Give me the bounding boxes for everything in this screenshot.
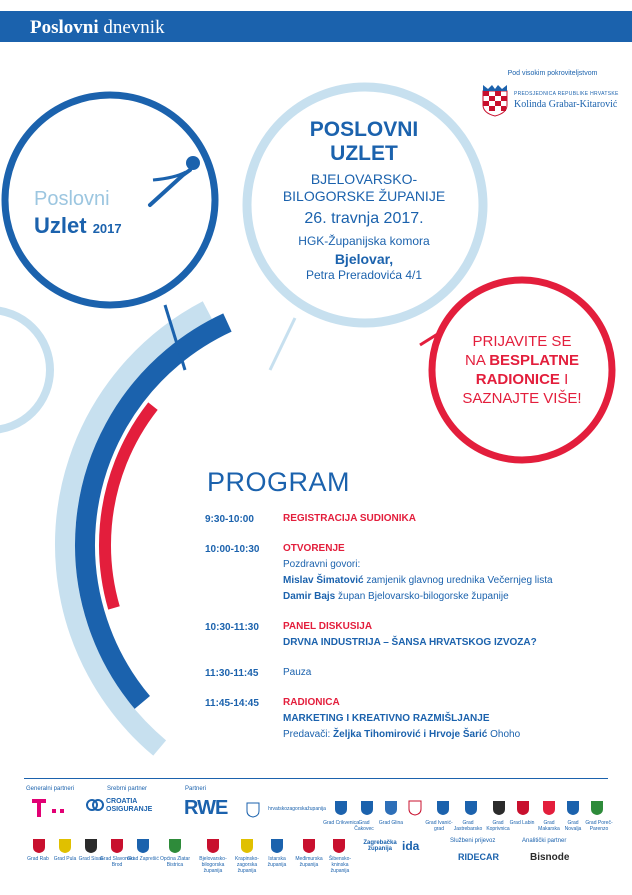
county-crest-icon [206, 838, 220, 854]
slot-head: PANEL DISKUSIJA [283, 621, 373, 632]
telekom-logo[interactable] [30, 797, 80, 819]
county-crest-icon [302, 838, 316, 854]
event-venue: HGK-Županijska komora [298, 234, 430, 248]
city-crest-icon [168, 838, 182, 854]
bisnode-logo[interactable]: Bisnode [530, 852, 570, 863]
county-label: Međimurska županija [295, 856, 323, 868]
agenda-slot [205, 667, 605, 683]
city-label: Grad Poreč-Parenzo [585, 820, 613, 832]
slot-time: 11:30-11:45 [205, 668, 259, 679]
break-label: Pauza [283, 667, 312, 678]
logo-line2: Uzlet 2017 [34, 213, 122, 238]
agenda-slot [205, 513, 605, 529]
agenda-slot [205, 621, 605, 653]
city-crest-icon [334, 800, 348, 816]
partners-label: Partneri [185, 786, 207, 792]
slot-time: 11:45-14:45 [205, 698, 259, 709]
lecturers: Predavači: Željka Tihomirović i Hrvoje Šarić Ohoho [283, 729, 521, 740]
rwe-logo[interactable]: RWE [184, 797, 228, 819]
county-crest-icon [270, 838, 284, 854]
header-bar [0, 11, 632, 42]
city-crest-icon [590, 800, 604, 816]
event-subtitle1: BJELOVARSKO- [310, 171, 418, 187]
city-label: Grad Čakovec [354, 820, 374, 832]
silver-partner-label: Srebrni partner [107, 786, 148, 792]
city-crest-icon [384, 800, 398, 816]
county-crest-icon [246, 802, 260, 818]
county-label: Istarska županija [267, 856, 287, 868]
city-label: Grad Novalja [564, 820, 582, 832]
city-crest-icon [110, 838, 124, 854]
city-crest-icon [464, 800, 478, 816]
city-crest-icon [566, 800, 580, 816]
analytics-partner-label: Analitički partner [522, 838, 567, 844]
speaker-1: Mislav Šimatović zamjenik glavnog urednika Večernjeg lista [283, 575, 553, 586]
slot-time: 10:00-10:30 [205, 544, 260, 555]
city-label: Grad Labin [509, 820, 535, 826]
event-title2: UZLET [330, 142, 398, 165]
logo-line1: Poslovni [34, 188, 110, 210]
slot-time: 9:30-10:00 [205, 514, 254, 525]
event-city: Bjelovar, [334, 251, 394, 267]
general-partners-label: Generalni partneri [26, 786, 75, 792]
city-label: Općina Zlatar Bistrica [159, 856, 190, 868]
event-address: Petra Preradovića 4/1 [305, 268, 423, 282]
patron-office: PREDSJEDNICA REPUBLIKE HRVATSKE [514, 90, 619, 97]
ridecar-logo[interactable]: RIDECAR [458, 852, 500, 862]
city-label: Grad Slavonski Brod [100, 856, 134, 868]
city-crest-icon [408, 800, 422, 816]
croatia-osiguranje-logo[interactable]: CROATIA OSIGURANJE [106, 798, 153, 813]
county-logo[interactable]: hrvatskozagorskažupanija [268, 806, 326, 812]
city-label: Grad Jastrebarsko [453, 820, 483, 832]
greetings-label: Pozdravni govori: [283, 559, 361, 570]
event-subtitle2: BILOGORSKE ŽUPANIJE [282, 188, 446, 204]
patron-caption: Pod visokim pokroviteljstvom [507, 70, 598, 77]
city-crest-icon [492, 800, 506, 816]
workshop-topic: MARKETING I KREATIVNO RAZMIŠLJANJE [283, 713, 490, 724]
city-label: Grad Koprivnica [486, 820, 510, 832]
city-label: Grad Rab [27, 856, 49, 862]
city-label: Grad Pula [53, 856, 77, 862]
city-crest-icon [58, 838, 72, 854]
patron-name: Kolinda Grabar-Kitarović [514, 98, 618, 110]
event-title1: POSLOVNI [309, 118, 419, 141]
county-label: Šibensko-kninska županija [328, 856, 352, 874]
agenda-slot [205, 543, 605, 607]
agenda-slot [205, 697, 605, 745]
city-label: Grad Ivanić-grad [425, 820, 453, 832]
panel-topic: DRVNA INDUSTRIJA – ŠANSA HRVATSKOG IZVOZA? [283, 637, 537, 648]
official-transport-label: Službeni prijevoz [450, 838, 496, 844]
slot-time: 10:30-11:30 [205, 622, 259, 633]
event-info [268, 118, 460, 282]
county-crest-icon [332, 838, 346, 854]
city-label: Grad Sisak [78, 856, 104, 862]
patronage [480, 70, 625, 117]
city-label: Grad Zaprešić [127, 856, 159, 862]
event-date: 26. travnja 2017. [304, 210, 424, 227]
city-label: Grad Crikvenica [323, 820, 359, 826]
program-agenda [205, 513, 605, 759]
city-crest-icon [542, 800, 556, 816]
register-cta[interactable]: PRIJAVITE SE NA BESPLATNE RADIONICE I SAZNAJTE VIŠE! [462, 333, 582, 407]
brand-logo[interactable]: Poslovni dnevnik [30, 17, 165, 38]
city-crest-icon [136, 838, 150, 854]
city-crest-icon [32, 838, 46, 854]
city-crest-icon [360, 800, 374, 816]
city-label: Grad Glina [378, 820, 404, 826]
croatian-coat-of-arms-icon [480, 83, 510, 117]
program-title: PROGRAM [207, 467, 351, 497]
slot-head: OTVORENJE [283, 543, 345, 554]
ida-logo[interactable]: ida [402, 839, 420, 853]
slot-head: REGISTRACIJA SUDIONIKA [283, 513, 416, 524]
city-crest-icon [436, 800, 450, 816]
speaker-2: Damir Bajs župan Bjelovarsko-bilogorske županije [283, 591, 509, 602]
city-crest-icon [84, 838, 98, 854]
event-logo [34, 188, 122, 239]
zagorje-logo[interactable]: Zagrebačka županija [363, 840, 397, 852]
city-crest-icon [516, 800, 530, 816]
slot-head: RADIONICA [283, 697, 340, 708]
county-label: Krapinsko-zagorska županija [235, 856, 259, 874]
county-crest-icon [240, 838, 254, 854]
partners-divider [24, 778, 608, 779]
city-label: Grad Makarska [538, 820, 560, 832]
county-label: Bjelovarsko-bilogorska županija [199, 856, 227, 874]
